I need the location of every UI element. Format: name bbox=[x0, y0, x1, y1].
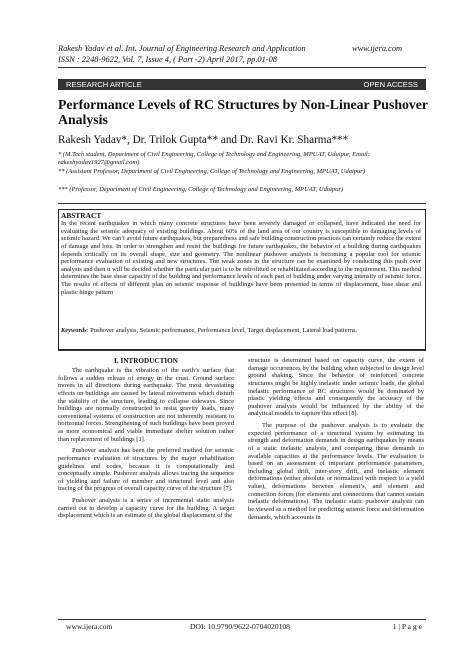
keywords-text: : Pushover analysis, Seismic performance, Performance level, Target displacement, Lateral load patterns. bbox=[86, 327, 358, 334]
header-rule bbox=[58, 67, 426, 68]
article-type-band bbox=[58, 79, 426, 90]
open-access-label: OPEN ACCESS bbox=[363, 80, 418, 89]
footer-website[interactable]: www.ijera.com bbox=[66, 622, 113, 631]
paper-title: Performance Levels of RC Structures by Non-Linear Pushover Analysis bbox=[58, 97, 428, 127]
author-list: Rakesh Yadav*, Dr. Trilok Gupta** and Dr. Ravi Kr. Sharma*** bbox=[58, 134, 349, 146]
journal-header-line: Rakesh Yadav et al. Int. Journal of Engineering Research and Application bbox=[58, 44, 306, 53]
abstract-rule bbox=[58, 350, 426, 351]
issn-line: ISSN : 2248-9622, Vol. 7, Issue 4, ( Part -2) April 2017, pp.01-08 bbox=[58, 55, 277, 64]
journal-website[interactable]: www.ijera.com bbox=[352, 44, 403, 53]
right-column bbox=[248, 357, 424, 521]
paragraph: The earthquake is the vibration of the earth’s surface that follows a sudden release of energy in the crust. Ground surface moves in all directions during earthquake. The most devastating effects on buildings are caused by lateral movements which disturb the stability of the structure, leading to collapse sideways. Since buildings are normally constructed to resist gravity loads, many conventional systems of construction are not inherently resistant to horizontal forces. Strengthening of such buildings have been proved as more economical and viable immediate shelter solution rather than replacement of buildings [1]. bbox=[58, 367, 234, 443]
section-heading-introduction: I. INTRODUCTION bbox=[114, 357, 178, 365]
keywords bbox=[61, 327, 421, 335]
page-number: 1 | P a g e bbox=[392, 622, 422, 631]
affiliation-rule bbox=[58, 203, 426, 204]
footer-doi: DOI: 10.9790/9622-0704020108 bbox=[190, 622, 290, 631]
left-column bbox=[58, 367, 234, 520]
paragraph: Pushover analysis is a series of incremental static analysis carried out to develop a capacity curve for the building. A target displacement which is an estimate of the global displacement of the bbox=[58, 497, 234, 520]
page-footer bbox=[58, 619, 426, 632]
research-article-label: RESEARCH ARTICLE bbox=[66, 80, 142, 89]
affiliation-1: * (M.Tech student, Department of Civil Engineering, College of Technology and Engineering, MPUAT, Udaipur, Email: rakeshyadav1927@gmail.com) bbox=[58, 151, 370, 166]
paragraph: Pushover analysis has been the preferred method for seismic performance evaluation of structures by the major rehabilitation guidelines and codes, because it is computationally and conceptually simple. Pushover analysis allows tracing the sequence of yielding and failure of member and structural level and also tracing of the progress of overall capacity curve of the structure [7]. bbox=[58, 447, 234, 493]
abstract-heading: ABSTRACT bbox=[61, 211, 102, 220]
affiliation-3: *** (Professor, Department of Civil Engineering, College of Technology and Engineering, MPUAT, Udaipur) bbox=[58, 186, 344, 193]
keywords-label: Keywords bbox=[61, 327, 87, 334]
affiliation-2: ** (Assistant Professor, Department of Civil Engineering, College of Technology and Engineering, MPUAT, Udaipur) bbox=[58, 168, 365, 175]
abstract-text: In the recent earthquakes in which many concrete structures have been severely damaged or collapsed, have indicated the need for evaluating the seismic adequacy of existing buildings. About 60% of the land area of our country is susceptible to damaging levels of seismic hazard. We can’t avoid future earthquakes, but preparedness and safe building construction practices can certainly reduce the extent of damage and loss. In order to strengthen and resist the buildings for future earthquakes, the behavior of a building during earthquakes depends critically on its overall shape, size and geometry. The nonlinear pushover analysis is becoming a popular tool for seismic performance evaluation of existing and new structures. The weak zones in the structure can be examined by conducting this push over analysis and then it will be decided whether the particular part is to be retrofitted or rehabilitated according to the requirement. This method determines the base shear capacity of the building and performance levels of each part of building under varying intensity of seismic force. The results of effects of different plan on seismic response of buildings have been presented in terms of displacement, base shear and plastic hinge pattern bbox=[61, 220, 421, 296]
paragraph: structure is determined based on capacity curve, the extent of damage occurrences by the building when subjected to design level ground shaking. Since the behavior of reinforced concrete structures might be highly inelastic under seismic loads, the global inelastic performance of RC structures would be dominated by plastic yielding effects and consequently the accuracy of the pushover analysis would be influenced by the ability of the analytical models to capture this effect [8]. bbox=[248, 357, 424, 418]
paragraph: The purpose of the pushover analysis is to evaluate the expected performance of a structural system by estimating its strength and deformation demands in design earthquakes by means of a static inelastic analysis, and comparing these demands to available capacities at the performance levels. The evaluation is based on an assessment of important performance parameters, including global drift, inter-story drift, and inelastic element deformations (either absolute or normalized with respect to a yield value), deformations between element’s, and element and connection forces (for elements and connections that cannot sustain inelastic deformations). The inelastic static pushover analysis can be viewed as a method for predicting seismic force and deformation demands, which accounts in bbox=[248, 422, 424, 521]
